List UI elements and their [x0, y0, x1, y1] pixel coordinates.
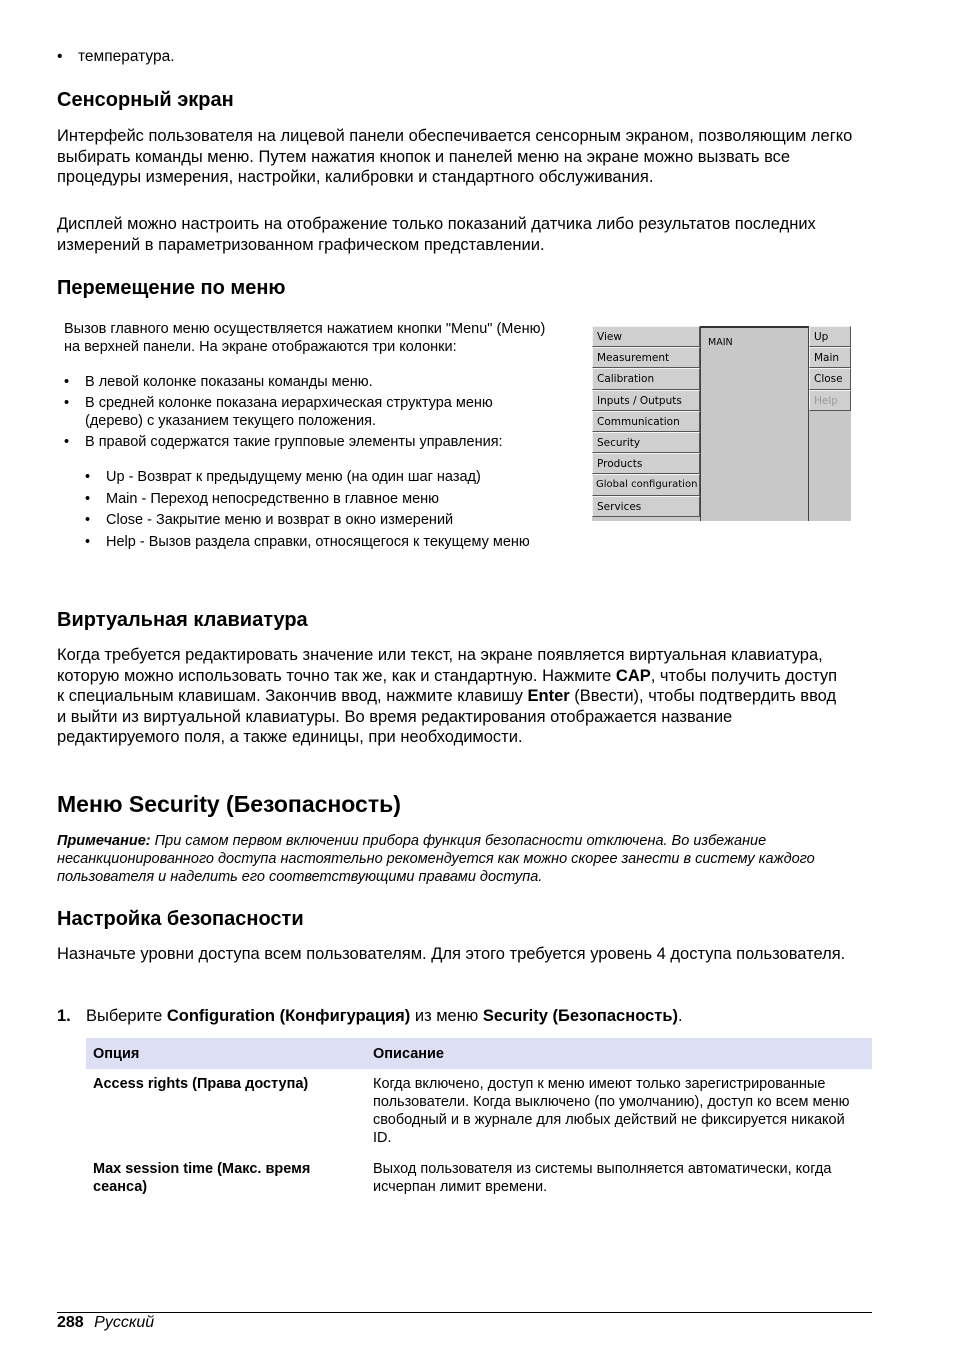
- list-item: • температура.: [57, 47, 877, 68]
- cap-key-label: CAP: [615, 666, 651, 685]
- menu-right-column: [809, 326, 851, 411]
- menu-item-products[interactable]: Products: [592, 453, 700, 474]
- description-cell: Выход пользователя из системы выполняется автоматически, когда исчерпан лимит времени.: [373, 1161, 832, 1195]
- list-item: • В средней колонке показана иерархическая структура меню (дерево) с указанием текущего положения.: [64, 394, 554, 430]
- section-heading-touchscreen: Сенсорный экран: [57, 89, 234, 111]
- security-note: [57, 832, 857, 886]
- chapter-heading-security: Меню Security (Безопасность): [57, 791, 401, 817]
- step-number: 1.: [57, 1007, 71, 1025]
- menu-item-measurement[interactable]: Measurement: [592, 347, 700, 368]
- step-1: [57, 1006, 857, 1027]
- page-number: 288: [57, 1314, 84, 1331]
- top-bullet-list: [57, 47, 877, 68]
- section-heading-keyboard: Виртуальная клавиатура: [57, 609, 308, 631]
- table-row: [86, 1154, 872, 1203]
- footer-language: Русский: [94, 1314, 155, 1331]
- menu-item-communication[interactable]: Communication: [592, 411, 700, 432]
- navigation-bullets: [64, 373, 554, 451]
- list-item: • Main - Переход непосредственно в главное меню: [85, 490, 545, 508]
- setup-paragraph: Назначьте уровни доступа всем пользователям. Для этого требуется уровень 4 доступа пользователя.: [57, 945, 846, 963]
- main-menu-screenshot: [592, 326, 851, 521]
- list-item: • Close - Закрытие меню и возврат в окно измерений: [85, 511, 545, 529]
- navigation-intro: Вызов главного меню осуществляется нажатием кнопки "Menu" (Меню) на верхней панели. На экране отображаются три колонки:: [64, 321, 546, 355]
- step-text-3: .: [677, 1007, 683, 1025]
- step-bold-1: Configuration (Конфигурация): [166, 1007, 411, 1025]
- step-text-1: Выберите: [86, 1007, 167, 1025]
- note-label: Примечание:: [57, 833, 151, 849]
- menu-item-services[interactable]: Services: [592, 496, 700, 517]
- section-heading-setup: Настройка безопасности: [57, 908, 304, 930]
- menu-item-security[interactable]: Security: [592, 432, 700, 453]
- keyboard-text-3: (Ввести), чтобы подтвердить ввод и выйти из виртуальной клавиатуры. Во время редактирования отображается название редактируемого поля, а также единицы, при необходимости.: [57, 687, 837, 746]
- menu-tree-column: [700, 326, 809, 521]
- option-cell: Max session time (Макс. время сеанса): [93, 1161, 311, 1195]
- navigation-sub-bullets: [85, 468, 545, 551]
- option-cell: Access rights (Права доступа): [93, 1076, 309, 1092]
- keyboard-text-2: , чтобы получить доступ к специальным клавишам. Закончив ввод, нажмите клавишу: [57, 666, 838, 705]
- keyboard-paragraph: [57, 645, 847, 748]
- list-item: • Up - Возврат к предыдущему меню (на один шаг назад): [85, 468, 545, 486]
- list-item: • В правой содержатся такие групповые элементы управления:: [64, 433, 554, 451]
- note-text: При самом первом включении прибора функция безопасности отключена. Во избежание несанкционированного доступа настоятельно рекомендуется как можно скорее занести в систему каждого пользователя и наделить его соответствующими правами доступа.: [57, 833, 815, 885]
- close-button[interactable]: Close: [809, 368, 851, 389]
- table-row: [86, 1069, 872, 1154]
- options-table: [86, 1038, 872, 1203]
- table-header-row: [86, 1038, 872, 1069]
- keyboard-text-1: Когда требуется редактировать значение или текст, на экране появляется виртуальная клавиатура, которую можно использовать точно так же, как и стандартную. Нажмите: [57, 646, 823, 685]
- description-cell: Когда включено, доступ к меню имеют только зарегистрированные пользователи. Когда выключено (по умолчанию), доступ ко всем меню свободный и в журнале для любых действий не фиксируется никакой ID.: [373, 1076, 850, 1146]
- column-header-option: Опция: [86, 1038, 366, 1069]
- menu-item-global-configuration[interactable]: Global configuration: [592, 474, 700, 495]
- touchscreen-paragraph-1: Интерфейс пользователя на лицевой панели обеспечивается сенсорным экраном, позволяющим легко выбирать команды меню. Путем нажатия кнопок и панелей меню на экране можно вызвать все процедуры измерения, настройки, калибровки и стандартного обслуживания.: [57, 127, 853, 186]
- list-item: • В левой колонке показаны команды меню.: [64, 373, 554, 391]
- column-header-description: Описание: [366, 1038, 872, 1069]
- menu-tree-current: MAIN: [708, 337, 733, 348]
- footer: [57, 1313, 154, 1333]
- list-item: • Help - Вызов раздела справки, относящегося к текущему меню: [85, 533, 545, 551]
- touchscreen-paragraph-2: Дисплей можно настроить на отображение только показаний датчика либо результатов последних измерений в параметризованном графическом представлении.: [57, 215, 816, 254]
- main-button[interactable]: Main: [809, 347, 851, 368]
- enter-key-label: Enter: [527, 687, 570, 705]
- up-button[interactable]: Up: [809, 326, 851, 347]
- step-text-2: из меню: [410, 1007, 483, 1025]
- menu-left-column: [592, 326, 700, 517]
- footer-divider: [57, 1312, 872, 1313]
- help-button[interactable]: Help: [809, 390, 851, 411]
- menu-item-view[interactable]: View: [592, 326, 700, 347]
- menu-item-inputs-outputs[interactable]: Inputs / Outputs: [592, 390, 700, 411]
- section-heading-navigation: Перемещение по меню: [57, 277, 286, 299]
- menu-item-calibration[interactable]: Calibration: [592, 368, 700, 389]
- step-bold-2: Security (Безопасность): [482, 1007, 678, 1025]
